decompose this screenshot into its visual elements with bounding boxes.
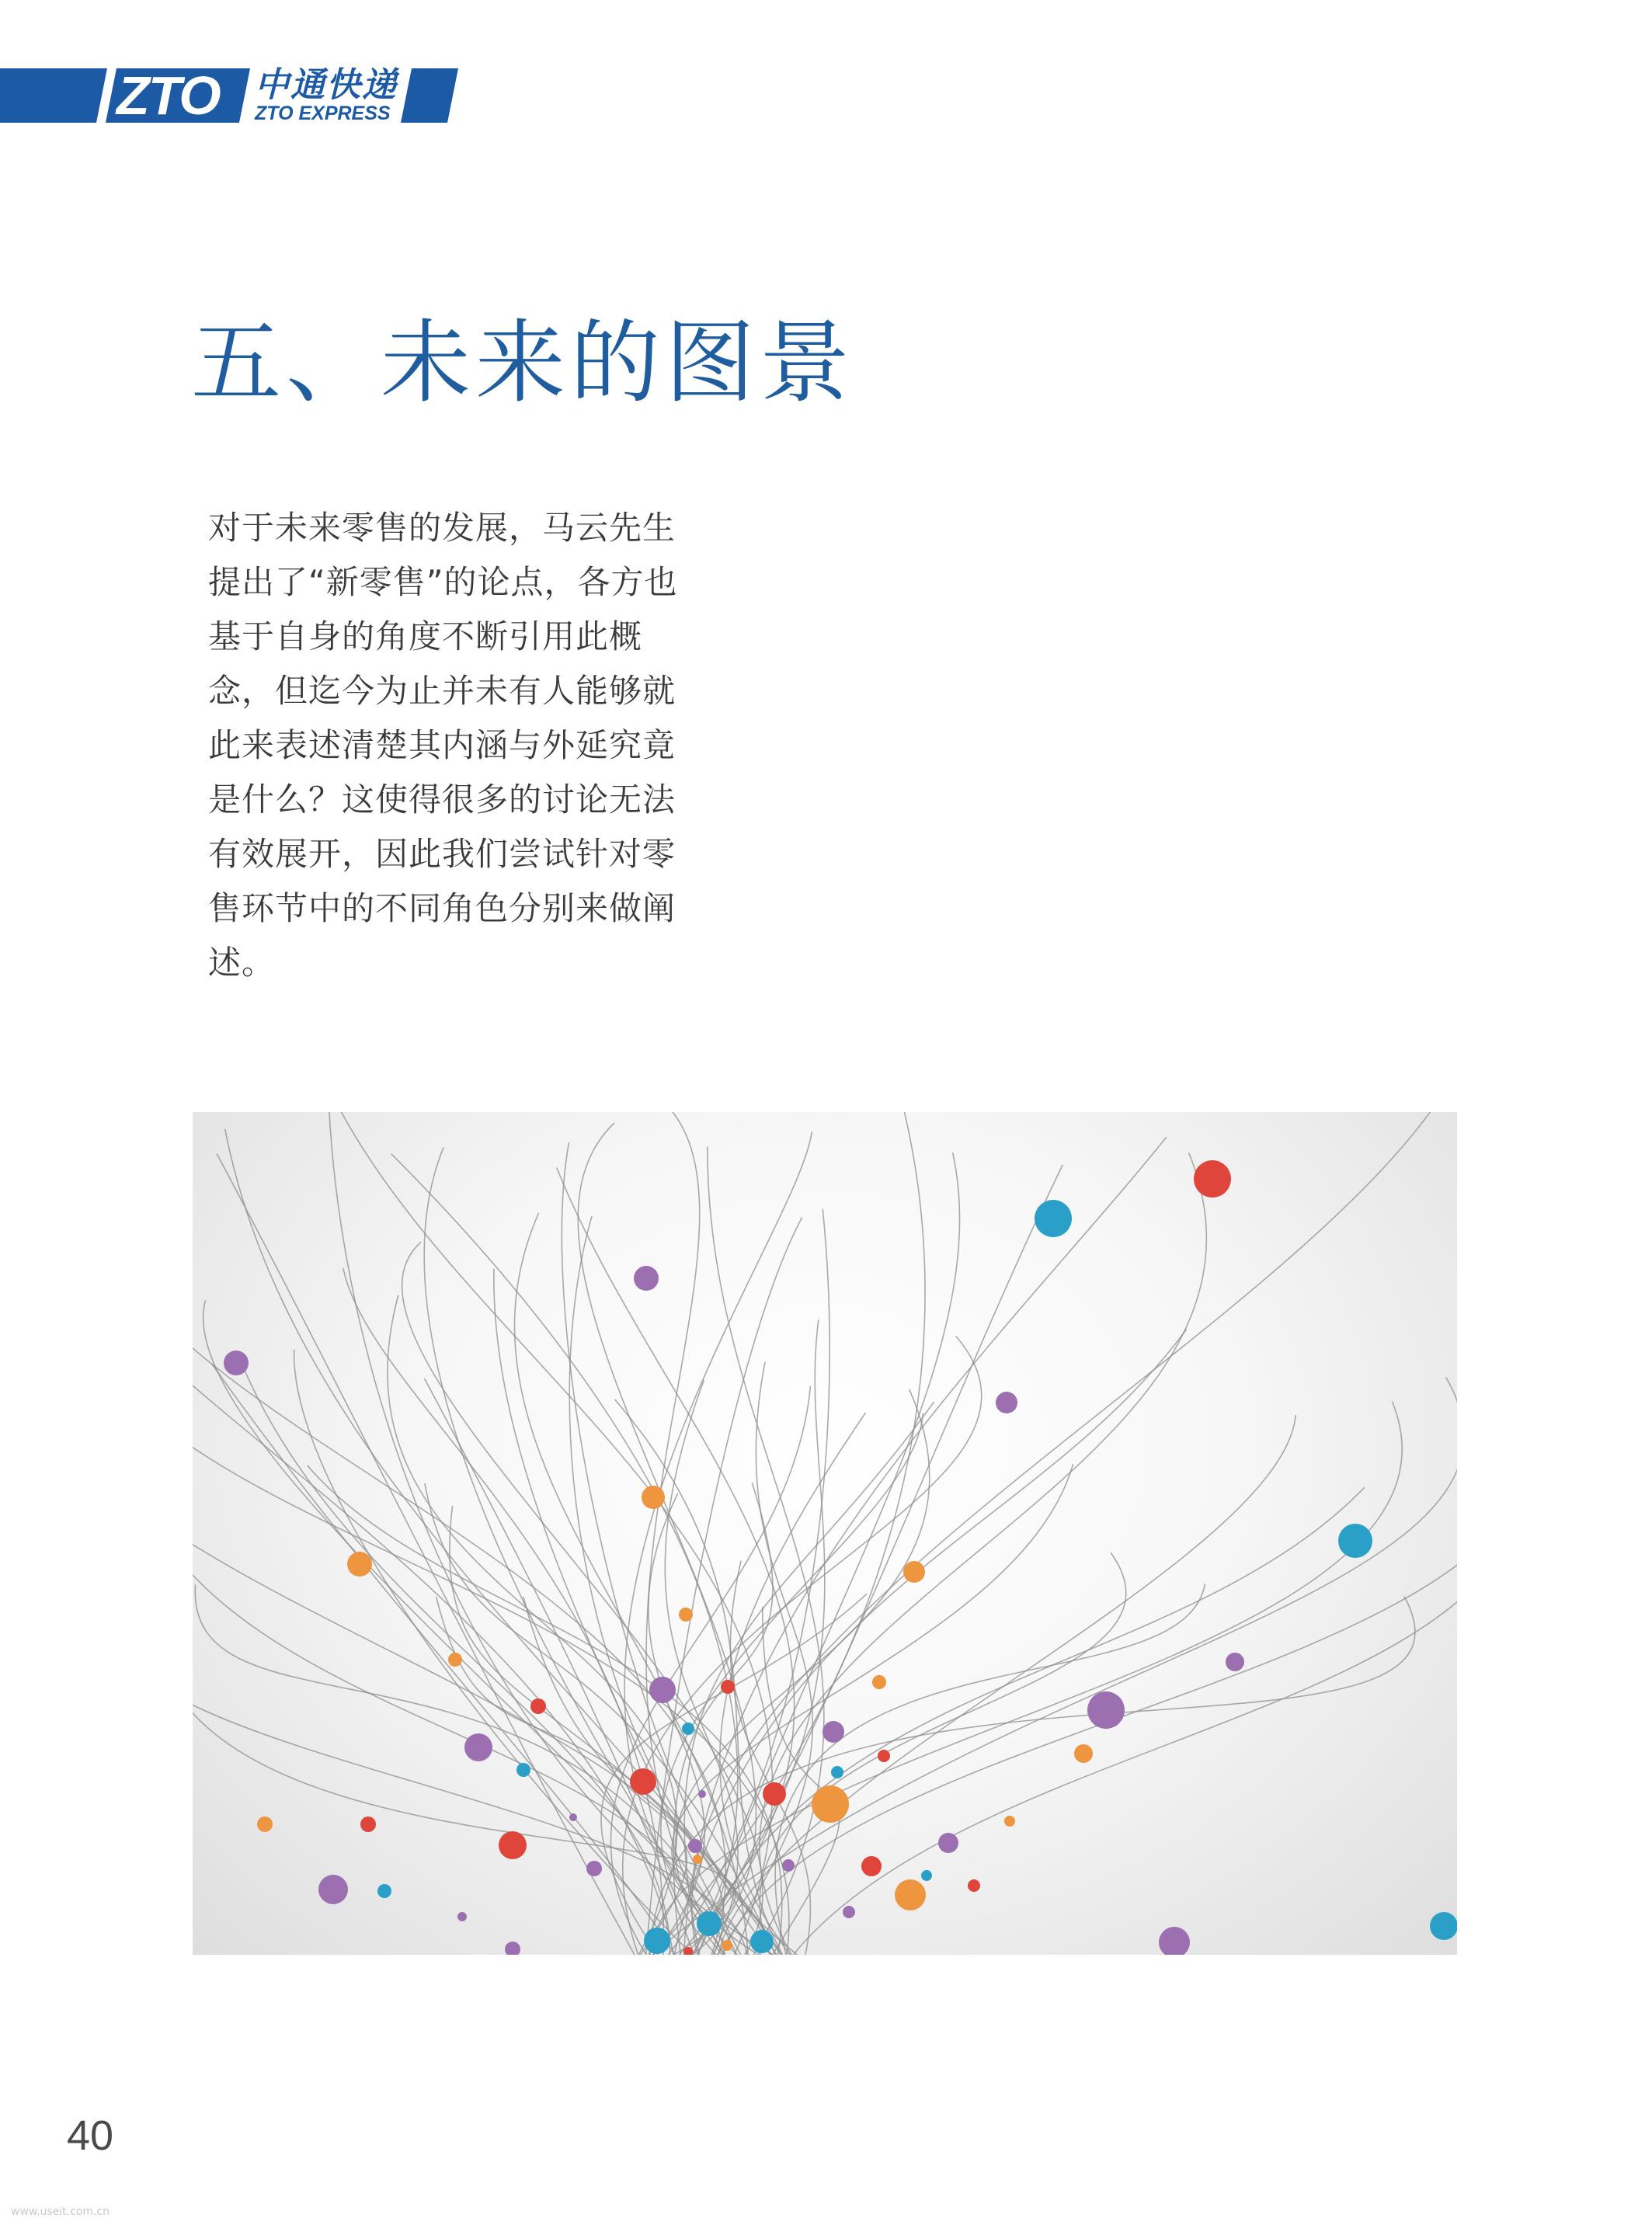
network-node (360, 1817, 376, 1832)
network-thread (329, 1112, 779, 1955)
intro-line: 是什么？这使得很多的讨论无法 (208, 780, 676, 819)
intro-line: 对于未来零售的发展，马云先生 (208, 509, 676, 547)
network-node (903, 1561, 925, 1583)
network-node (457, 1912, 467, 1921)
network-thread (693, 1152, 960, 1955)
network-thread (237, 1351, 670, 1955)
network-node (878, 1750, 890, 1762)
brand-name-chinese: 中通快递 (255, 65, 398, 105)
intro-line: 念，但迄今为止并未有人能够就 (208, 672, 676, 710)
network-node (682, 1723, 694, 1735)
network-node (586, 1861, 602, 1876)
intro-paragraph (208, 501, 678, 990)
network-node (1087, 1691, 1125, 1729)
intro-line: 基于自身的角度不断引用此概 (208, 617, 643, 655)
network-node (938, 1833, 958, 1853)
network-node (763, 1782, 786, 1806)
network-node (1004, 1816, 1015, 1827)
network-node (1430, 1912, 1457, 1940)
network-node (644, 1928, 670, 1954)
network-node (649, 1677, 676, 1703)
logo-zto-mark: ZTO (117, 65, 220, 126)
network-node (634, 1266, 659, 1291)
network-node (516, 1763, 530, 1777)
network-thread (760, 1552, 1126, 1955)
network-node (377, 1884, 391, 1898)
network-node (1226, 1653, 1244, 1671)
network-illustration-svg (193, 1112, 1457, 1955)
network-thread (721, 1382, 1457, 1955)
network-thread (562, 1142, 774, 1955)
intro-line: 售环节中的不同角色分别来做阐 (208, 889, 676, 927)
network-thread (760, 1152, 1206, 1955)
network-node (448, 1653, 462, 1667)
network-node (698, 1790, 706, 1798)
network-thread (673, 1329, 1187, 1955)
network-thread (402, 1242, 763, 1955)
intro-line: 述。 (208, 944, 276, 982)
intro-line: 提出了“新零售”的论点，各方也 (208, 563, 678, 601)
network-node (722, 1940, 732, 1951)
page-number: 40 (67, 2112, 114, 2159)
network-node (921, 1870, 932, 1881)
network-illustration (193, 1112, 1457, 1955)
network-node (530, 1698, 546, 1714)
network-node (782, 1859, 795, 1872)
intro-line: 此来表述清楚其内涵与外延究竟 (208, 726, 676, 764)
network-node (224, 1351, 249, 1375)
network-node (1159, 1927, 1190, 1955)
network-node (499, 1831, 527, 1859)
network-thread (790, 1515, 1457, 1955)
network-node (347, 1552, 372, 1577)
network-node (642, 1486, 665, 1509)
network-node (831, 1766, 843, 1778)
network-node (1338, 1524, 1372, 1558)
network-thread (193, 1180, 674, 1955)
network-thread (578, 1123, 756, 1955)
brand-name-english: ZTO EXPRESS (255, 103, 391, 124)
network-thread (692, 1112, 1445, 1955)
watermark-url: www.useit.com.cn (11, 2206, 110, 2218)
network-thread (697, 1487, 1365, 1955)
network-node (697, 1911, 722, 1936)
intro-line: 有效展开，因此我们尝试针对零 (208, 835, 676, 873)
network-node (257, 1817, 273, 1832)
network-thread (720, 1413, 866, 1955)
network-node (750, 1930, 774, 1953)
network-node (812, 1785, 849, 1823)
network-node (968, 1879, 980, 1892)
network-node (895, 1879, 926, 1910)
network-node (464, 1733, 492, 1761)
network-node (996, 1392, 1017, 1413)
network-node (872, 1675, 886, 1689)
section-title: 五、未来的图景 (191, 311, 854, 415)
network-node (505, 1942, 520, 1955)
network-node (1194, 1160, 1231, 1198)
network-node (721, 1680, 735, 1694)
network-node (1035, 1200, 1072, 1237)
network-node (823, 1721, 844, 1743)
network-node (679, 1608, 693, 1622)
network-node (1074, 1744, 1093, 1763)
network-node (843, 1906, 855, 1918)
network-node (688, 1839, 702, 1853)
network-node (569, 1813, 577, 1821)
network-node (861, 1856, 882, 1876)
network-node (318, 1875, 348, 1904)
network-thread (217, 1154, 637, 1955)
network-node (630, 1768, 656, 1795)
network-node (693, 1855, 702, 1864)
